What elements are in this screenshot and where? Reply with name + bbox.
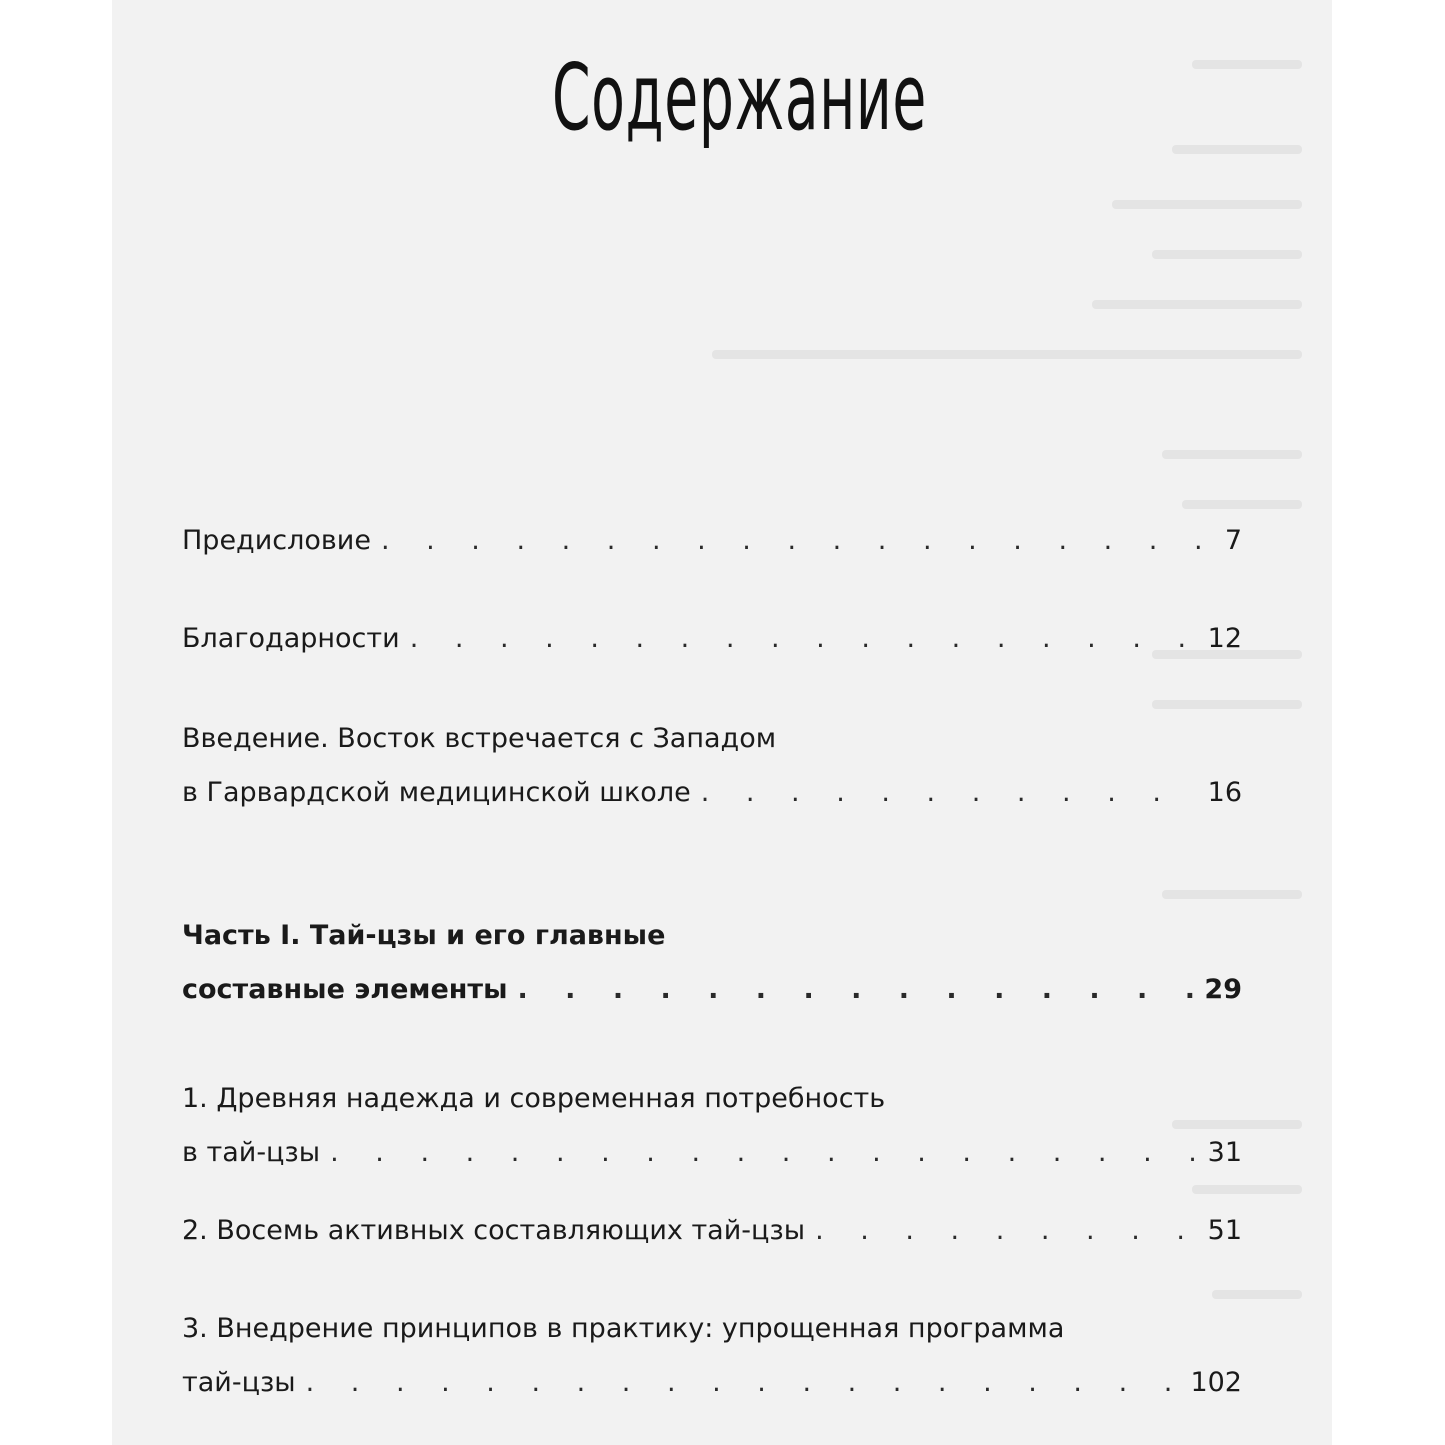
book-page: [112, 0, 1332, 1445]
toc-entry-chapter-2: [182, 1215, 1242, 1269]
toc-entry-title-continued: тай-цзы: [182, 1367, 296, 1398]
toc-entry-chapter-3: [182, 1313, 1242, 1421]
page-title: Содержание: [552, 44, 927, 151]
toc-entry-acknowledgements: [182, 623, 1242, 677]
toc-entry-part-one: [182, 920, 1242, 1028]
toc-entry-title: Благодарности: [182, 623, 400, 654]
toc-entry-title-continued: в тай-цзы: [182, 1137, 321, 1168]
dot-leader: [410, 623, 1198, 654]
dot-leader: [518, 974, 1195, 1005]
dot-leader: [330, 1137, 1198, 1168]
toc-page-number: 7: [1224, 525, 1242, 556]
toc-page-number: 12: [1207, 623, 1242, 654]
toc-entry-title: Введение. Восток встречается с Западом: [182, 723, 777, 754]
dot-leader: [815, 1215, 1198, 1246]
toc-part-title-continued: составные элементы: [182, 974, 508, 1005]
toc-entry-title: 2. Восемь активных составляющих тай-цзы: [182, 1215, 806, 1246]
toc-part-title: Часть I. Тай-цзы и его главные: [182, 920, 666, 951]
toc-entry-title: Предисловие: [182, 525, 371, 556]
toc-page-number: 51: [1207, 1215, 1242, 1246]
dot-leader: [701, 777, 1198, 808]
toc-page-number: 16: [1207, 777, 1242, 808]
toc-entry-chapter-1: [182, 1083, 1242, 1191]
toc-page-number: 102: [1190, 1367, 1242, 1398]
toc-entry-title: 3. Внедрение принципов в практику: упрощенная программа: [182, 1313, 1065, 1344]
toc-entry-preface: [182, 525, 1242, 579]
toc-entry-title-continued: в Гарвардской медицинской школе: [182, 777, 691, 808]
dot-leader: [306, 1367, 1181, 1398]
toc-entry-introduction: [182, 723, 1242, 831]
toc-entry-title: 1. Древняя надежда и современная потребность: [182, 1083, 886, 1114]
dot-leader: [381, 525, 1202, 556]
toc-page-number: 29: [1204, 974, 1242, 1005]
toc-page-number: 31: [1207, 1137, 1242, 1168]
